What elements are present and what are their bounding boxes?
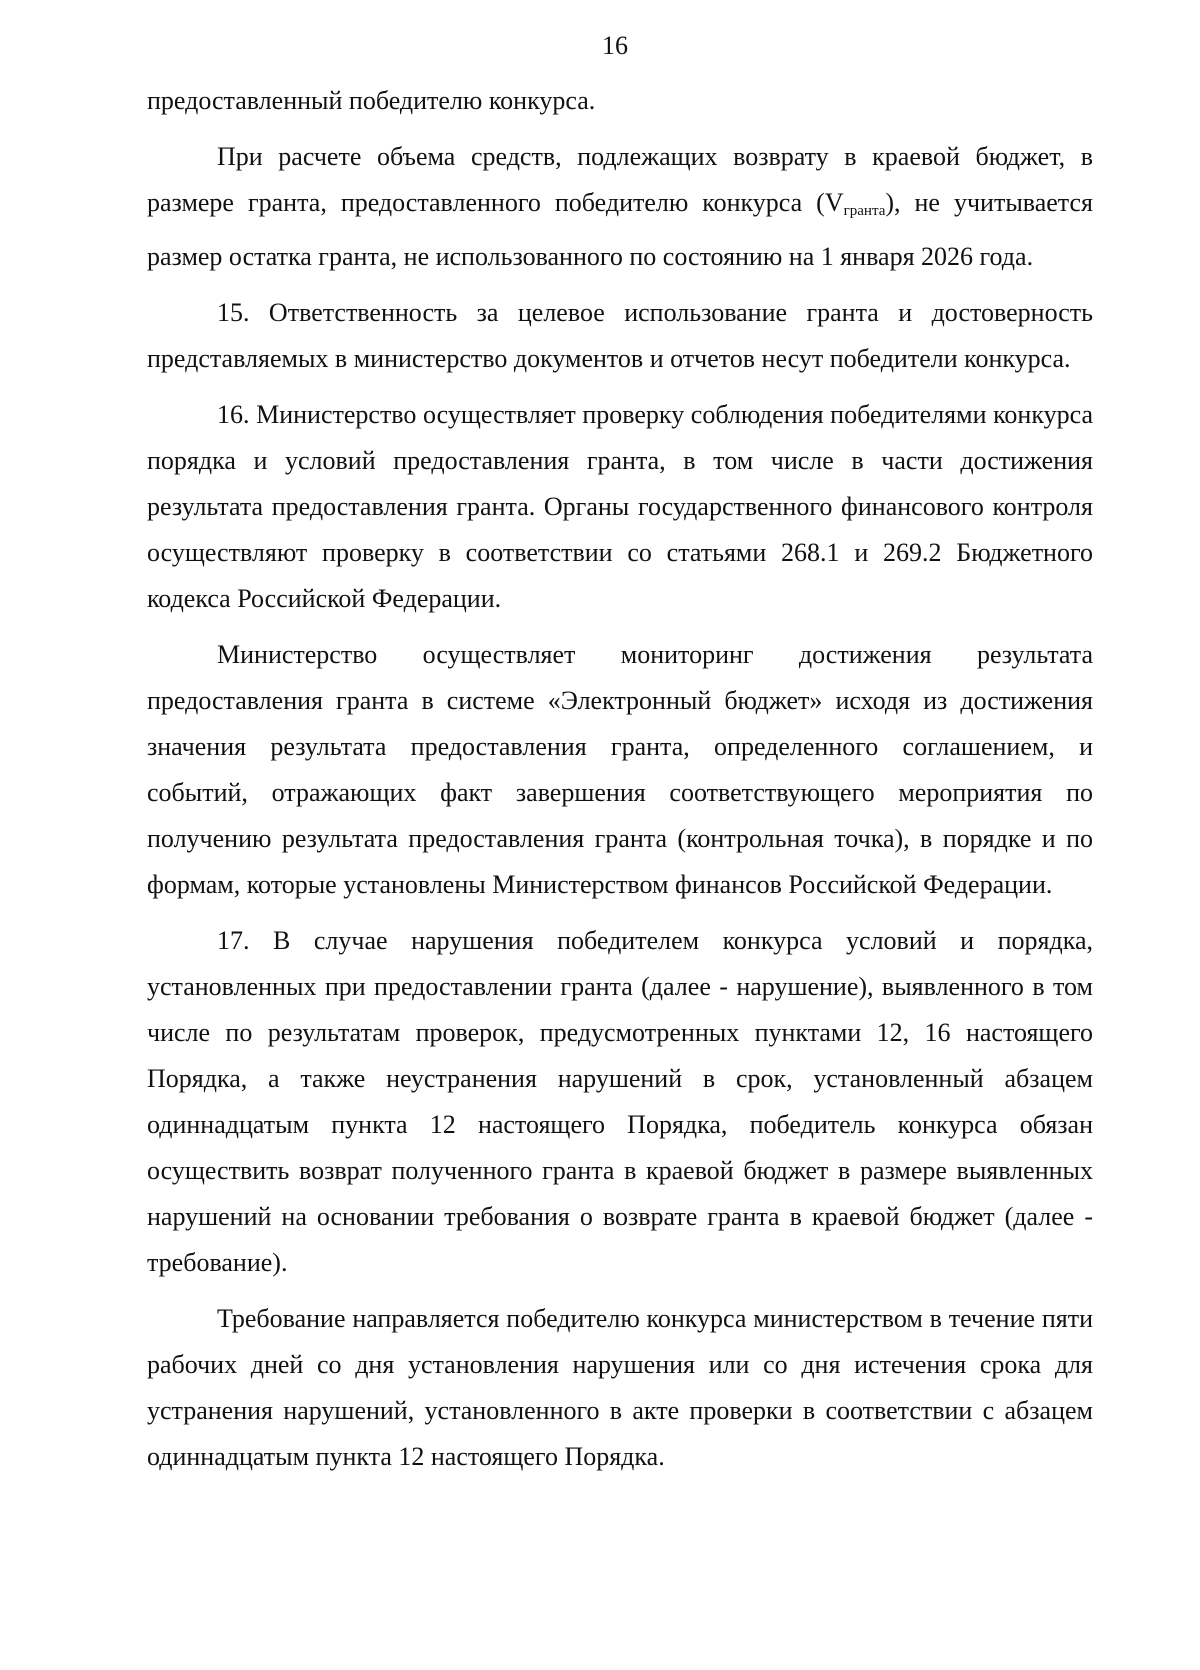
paragraph-item-15: 15. Ответственность за целевое использование гранта и достоверность представляемых в министерство документов и отчетов несут победители конкурса. (147, 298, 1093, 373)
paragraph-requirement: Требование направляется победителю конкурса министерством в течение пяти рабочих дней со дня установления нарушения или со дня истечения срока для устранения нарушений, установленного в акте проверки в соответствии с абзацем одиннадцатым пункта 12 настоящего Порядка. (147, 1304, 1093, 1471)
paragraph-text-after: ), не учитывается размер остатка гранта, не использованного по состоянию на 1 января 2026 года. (147, 188, 1093, 271)
paragraph-monitoring: Министерство осуществляет мониторинг достижения результата предоставления гранта в системе «Электронный бюджет» исходя из достижения значения результата предоставления гранта, определенного соглашением, и событий, отражающих факт завершения соответствующего мероприятия по получению результата предоставления гранта (контрольная точка), в порядке и по формам, которые установлены Министерством финансов Российской Федерации. (147, 640, 1093, 899)
page-number: 16 (602, 31, 628, 60)
paragraph-continuation: предоставленный победителю конкурса. (147, 86, 596, 115)
subscript-grant: гранта (843, 203, 886, 219)
paragraph-text-before: При расчете объема средств, подлежащих возврату в краевой бюджет, в размере гранта, предоставленного победителю конкурса (V (147, 142, 1093, 217)
paragraph-item-17: 17. В случае нарушения победителем конкурса условий и порядка, установленных при предоставлении гранта (далее - нарушение), выявленного в том числе по результатам проверок, предусмотренных пунктами 12, 16 настоящего Порядка, а также неустранения нарушений в срок, установленный абзацем одиннадцатым пункта 12 настоящего Порядка, победитель конкурса обязан осуществить возврат полученного гранта в краевой бюджет в размере выявленных нарушений на основании требования о возврате гранта в краевой бюджет (далее - требование). (147, 926, 1093, 1277)
paragraph-return-calculation (147, 134, 1093, 280)
document-body (147, 78, 1093, 1490)
paragraph-item-16: 16. Министерство осуществляет проверку соблюдения победителями конкурса порядка и условий предоставления гранта, в том числе в части достижения результата предоставления гранта. Органы государственного финансового контроля осуществляют проверку в соответствии со статьями 268.1 и 269.2 Бюджетного кодекса Российской Федерации. (147, 400, 1093, 613)
